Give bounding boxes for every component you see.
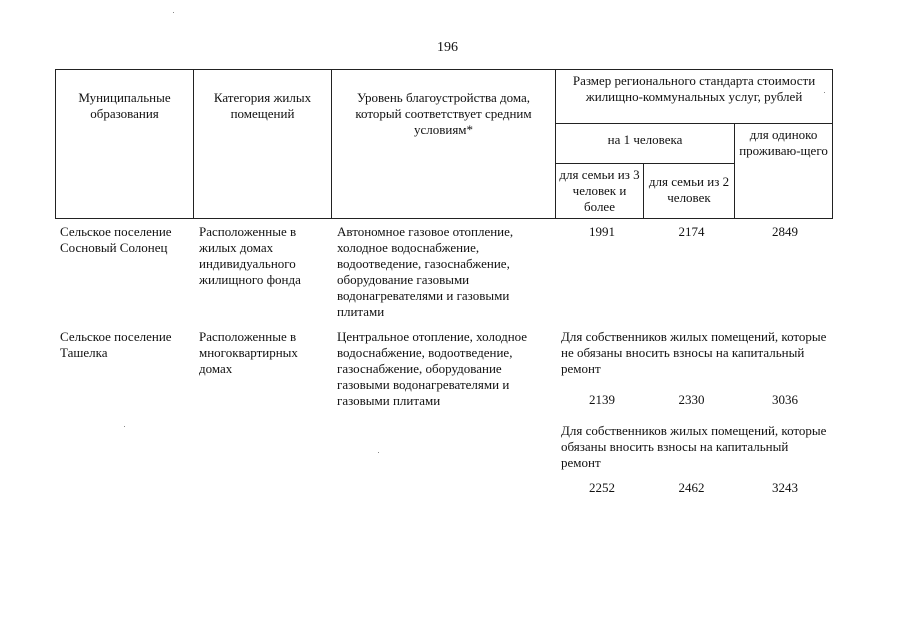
scan-speck bbox=[378, 452, 379, 453]
row2-single-no-obligation: 3036 bbox=[772, 392, 798, 407]
header-single: для одиноко проживаю-щего bbox=[735, 124, 833, 219]
row2-municipality: Сельское поселение Ташелка bbox=[60, 329, 172, 360]
row2-family2-no-obligation: 2330 bbox=[678, 392, 705, 407]
row1-single: 2849 bbox=[772, 224, 798, 239]
header-family3: для семьи из 3 человек и более bbox=[556, 164, 644, 219]
header-standard: Размер регионального стандарта стоимости жилищно-коммунальных услуг, рублей bbox=[556, 70, 833, 124]
row2-level: Центральное отопление, холодное водоснабжение, водоотведение, газоснабжение, оборудование газовыми водонагревателями и газовыми плитами bbox=[337, 329, 528, 408]
header-category: Категория жилых помещений bbox=[194, 70, 332, 219]
row1-category: Расположенные в жилых домах индивидуального жилищного фонда bbox=[199, 224, 301, 287]
row2-category: Расположенные в многоквартирных домах bbox=[199, 329, 298, 376]
row1-level: Автономное газовое отопление, холодное водоснабжение, водоотведение, газоснабжение, оборудование газовыми водонагревателями и газовыми плитами bbox=[337, 224, 514, 319]
header-per-person: на 1 человека bbox=[556, 124, 735, 164]
row2-family3-obligation: 2252 bbox=[589, 480, 615, 495]
scan-speck bbox=[824, 92, 825, 93]
row2-single-obligation: 3243 bbox=[772, 480, 798, 495]
scan-speck bbox=[124, 426, 125, 427]
row1-municipality: Сельское поселение Сосновый Солонец bbox=[60, 224, 172, 255]
row2-family3-no-obligation: 2139 bbox=[589, 392, 615, 407]
row2-family2-obligation: 2462 bbox=[678, 480, 705, 495]
row2-note-no-obligation: Для собственников жилых помещений, которые не обязаны вносить взносы на капитальный ремонт bbox=[561, 329, 827, 376]
scan-speck bbox=[173, 12, 174, 13]
header-family2: для семьи из 2 человек bbox=[644, 164, 735, 219]
header-municipality: Муниципальные образования bbox=[56, 70, 194, 219]
table-header bbox=[55, 69, 833, 219]
row2-note-obligation: Для собственников жилых помещений, которые обязаны вносить взносы на капитальный ремонт bbox=[561, 423, 827, 470]
row1-family2: 2174 bbox=[678, 224, 705, 239]
header-level: Уровень благоустройства дома, который соответствует средним условиям* bbox=[332, 70, 556, 219]
row1-family3: 1991 bbox=[589, 224, 615, 239]
